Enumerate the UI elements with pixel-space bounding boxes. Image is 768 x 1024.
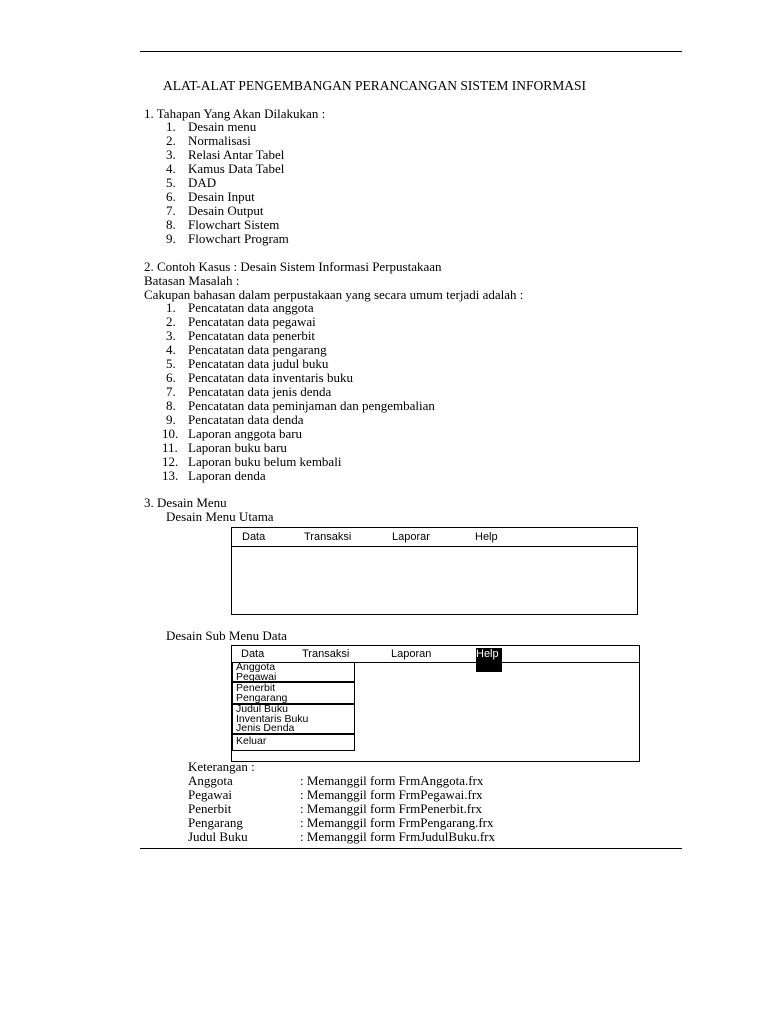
main-menu-mockup [231, 527, 638, 615]
menu-help-highlighted [476, 648, 502, 672]
step-num: 7. [166, 202, 176, 218]
scope-item: Pencatatan data penerbit [188, 327, 316, 343]
cakupan-text: Cakupan bahasan dalam perpustakaan yang secara umum terjadi adalah : [144, 287, 524, 302]
keterangan-desc: : Memanggil form FrmJudulBuku.frx [300, 829, 495, 844]
scope-num: 2. [166, 313, 176, 329]
keterangan-desc: : Memanggil form FrmAnggota.frx [300, 773, 484, 788]
dropdown-item-pegawai: Pegawai [236, 670, 277, 683]
scope-item: Pencatatan data inventaris buku [188, 369, 353, 385]
scope-num: 13. [162, 467, 179, 483]
scope-num: 11. [162, 439, 178, 455]
document-title: ALAT-ALAT PENGEMBANGAN PERANCANGAN SISTEM INFORMASI [163, 78, 587, 93]
menu-data: Data [242, 531, 266, 543]
dropdown-group-3 [232, 704, 355, 734]
step-item: Flowchart Program [188, 230, 289, 246]
step-item: Flowchart Sistem [188, 216, 280, 232]
step-item: Desain Output [188, 202, 264, 218]
keterangan-name: Pengarang [188, 815, 243, 830]
scope-item: Laporan denda [188, 467, 266, 483]
scope-num: 3. [166, 327, 176, 343]
menu-transaksi: Transaksi [302, 648, 350, 660]
step-item: Desain Input [188, 188, 255, 204]
dropdown-item-inventaris-buku: Inventaris Buku [236, 712, 309, 725]
menu-bar [232, 528, 637, 547]
step-item: DAD [188, 174, 217, 190]
step-num: 4. [166, 160, 176, 176]
scope-num: 9. [166, 411, 176, 427]
menu-data: Data [241, 648, 265, 660]
step-num: 9. [166, 230, 176, 246]
keterangan-desc: : Memanggil form FrmPengarang.frx [300, 815, 494, 830]
step-num: 2. [166, 132, 176, 148]
dropdown-group-4 [232, 734, 355, 751]
keterangan-name: Penerbit [188, 801, 232, 816]
step-num: 3. [166, 146, 176, 162]
scope-item: Laporan buku baru [188, 439, 287, 455]
keterangan-name: Anggota [188, 773, 233, 788]
step-num: 1. [166, 118, 176, 134]
desain-menu-utama-label: Desain Menu Utama [166, 509, 274, 524]
scope-num: 8. [166, 397, 176, 413]
dropdown-group-1 [232, 662, 355, 682]
keterangan-label: Keterangan : [188, 759, 255, 774]
dropdown-item-anggota: Anggota [236, 661, 276, 673]
dropdown-item-jenis-denda: Jenis Denda [236, 722, 295, 735]
scope-num: 5. [166, 355, 176, 371]
top-rule [140, 51, 682, 52]
scope-num: 10. [162, 425, 179, 441]
scope-item: Pencatatan data anggota [188, 299, 314, 315]
menu-laporan: Laporan [391, 648, 432, 660]
menu-help: Help [475, 531, 498, 543]
dropdown-item-pengarang: Pengarang [236, 691, 288, 704]
section-3-heading: 3. Desain Menu [144, 495, 227, 510]
step-num: 6. [166, 188, 176, 204]
scope-item: Pencatatan data pengarang [188, 341, 327, 357]
dropdown-item-keluar: Keluar [236, 735, 267, 747]
scope-num: 7. [166, 383, 176, 399]
dropdown-group-2 [232, 682, 355, 704]
scope-item: Pencatatan data jenis denda [188, 383, 332, 399]
scope-num: 1. [166, 299, 176, 315]
step-item: Desain menu [188, 118, 257, 134]
keterangan-name: Pegawai [188, 787, 233, 802]
menu-bar [232, 646, 639, 663]
scope-num: 6. [166, 369, 176, 385]
section-1-heading: 1. Tahapan Yang Akan Dilakukan : [144, 106, 326, 121]
menu-help: Help [476, 648, 499, 660]
dropdown-item-judul-buku: Judul Buku [236, 703, 288, 715]
step-item: Relasi Antar Tabel [188, 146, 285, 162]
scope-item: Pencatatan data peminjaman dan pengembalian [188, 397, 435, 413]
scope-item: Laporan buku belum kembali [188, 453, 342, 469]
menu-transaksi: Transaksi [304, 531, 352, 543]
desain-sub-menu-data-label: Desain Sub Menu Data [166, 628, 287, 643]
keterangan-desc: : Memanggil form FrmPenerbit.frx [300, 801, 482, 816]
section-2-heading: 2. Contoh Kasus : Desain Sistem Informasi Perpustakaan [144, 259, 442, 274]
scope-num: 12. [162, 453, 179, 469]
bottom-rule [140, 848, 682, 849]
scope-item: Pencatatan data judul buku [188, 355, 329, 371]
dropdown-item-penerbit: Penerbit [236, 682, 276, 694]
step-item: Normalisasi [188, 132, 251, 148]
step-num: 5. [166, 174, 176, 190]
keterangan-desc: : Memanggil form FrmPegawai.frx [300, 787, 483, 802]
step-num: 8. [166, 216, 176, 232]
scope-num: 4. [166, 341, 176, 357]
batasan-masalah-label: Batasan Masalah : [144, 273, 240, 288]
scope-item: Laporan anggota baru [188, 425, 303, 441]
scope-item: Pencatatan data pegawai [188, 313, 316, 329]
scope-item: Pencatatan data denda [188, 411, 304, 427]
menu-laporan: Laporar [392, 531, 430, 543]
step-item: Kamus Data Tabel [188, 160, 285, 176]
sub-menu-mockup [231, 645, 640, 762]
keterangan-name: Judul Buku [188, 829, 248, 844]
